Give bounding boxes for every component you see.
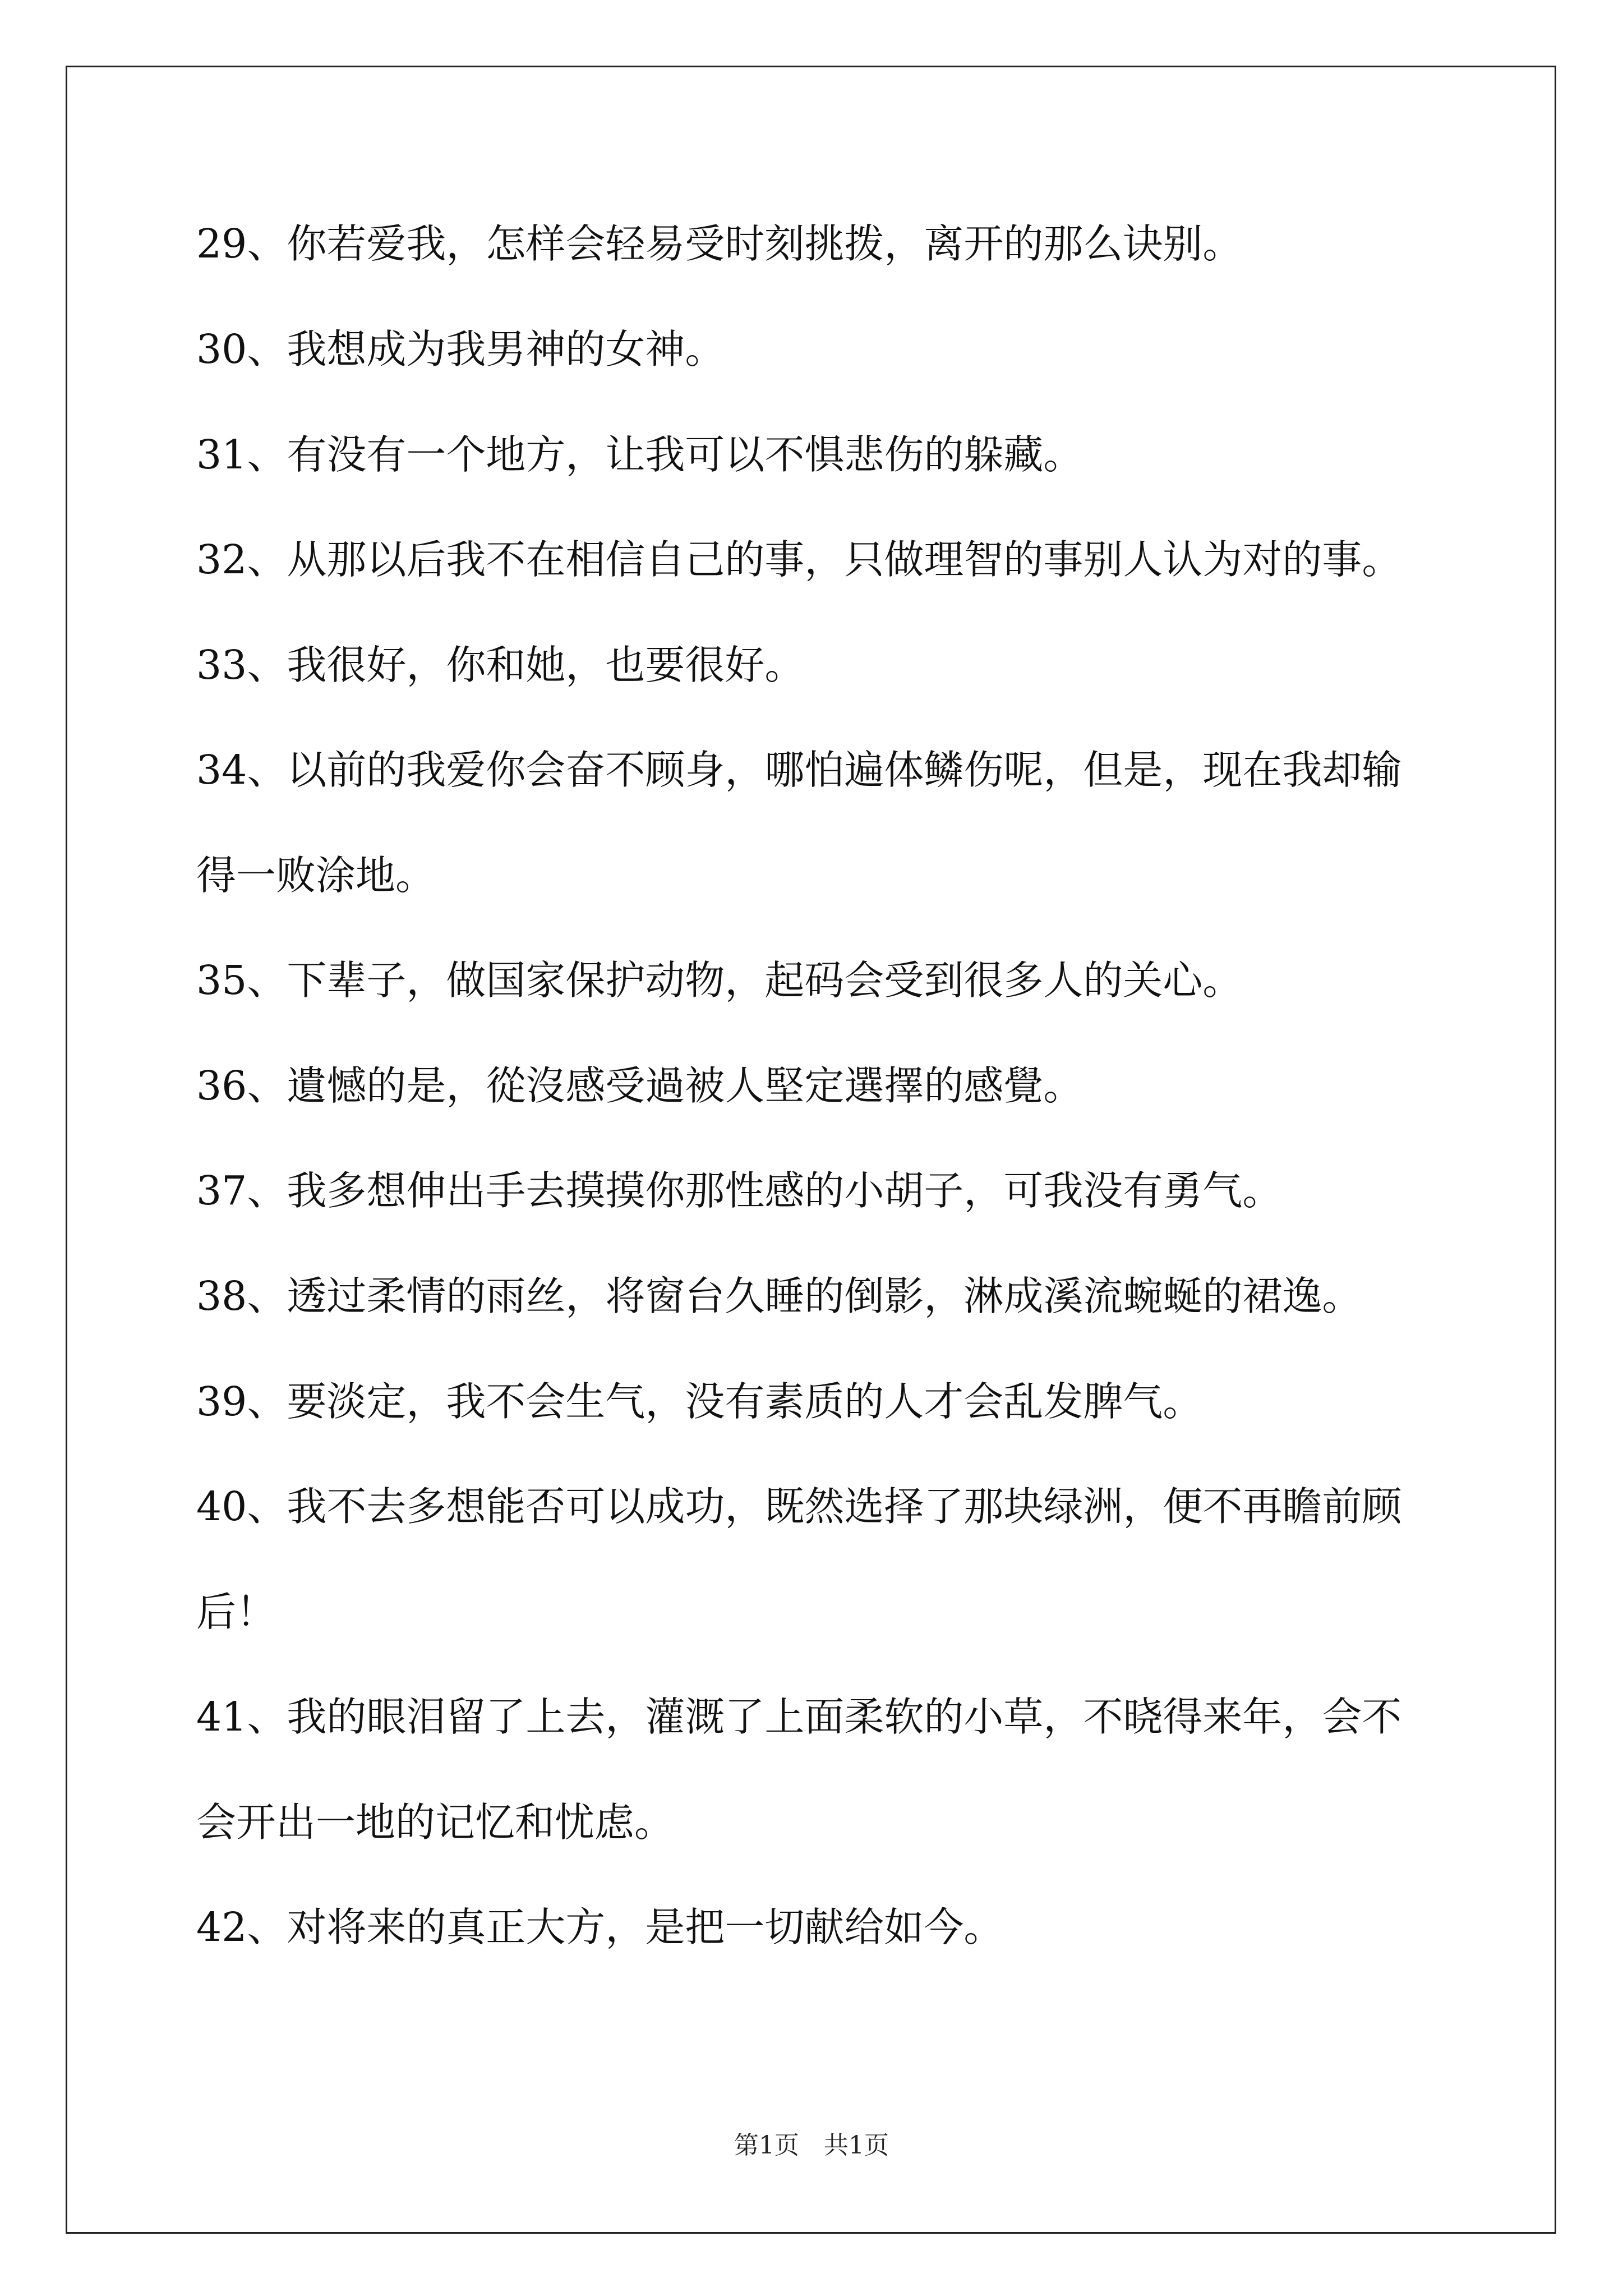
text-line: 32、从那以后我不在相信自己的事，只做理智的事别人认为对的事。 (196, 536, 1402, 583)
text-line: 29、你若爱我，怎样会轻易受时刻挑拨，离开的那么诀别。 (196, 220, 1243, 267)
text-line: 35、下辈子，做国家保护动物，起码会受到很多人的关心。 (196, 957, 1243, 1004)
text-line: 后！ (196, 1589, 276, 1635)
text-line: 30、我想成为我男神的女神。 (196, 326, 725, 372)
text-line: 41、我的眼泪留了上去，灌溉了上面柔软的小草，不晓得来年，会不 (196, 1694, 1402, 1740)
text-line: 34、以前的我爱你会奋不顾身，哪怕遍体鳞伤呢，但是，现在我却输 (196, 747, 1402, 793)
text-line: 31、有没有一个地方，让我可以不惧悲伤的躲藏。 (196, 431, 1083, 478)
text-line: 42、对将来的真正大方，是把一切献给如今。 (196, 1904, 1004, 1950)
text-line: 38、透过柔情的雨丝，将窗台久睡的倒影，淋成溪流蜿蜒的裙逸。 (196, 1273, 1362, 1319)
text-line: 33、我很好，你和她，也要很好。 (196, 642, 805, 688)
text-line: 36、遺憾的是，從沒感受過被人堅定選擇的感覺。 (196, 1062, 1083, 1109)
text-line: 37、我多想伸出手去摸摸你那性感的小胡子，可我没有勇气。 (196, 1167, 1283, 1214)
text-line: 40、我不去多想能否可以成功，既然选择了那块绿洲，便不再瞻前顾 (196, 1483, 1402, 1530)
text-line: 得一败涂地。 (196, 852, 436, 899)
page-number-footer: 第1页 共1页 (734, 2131, 889, 2160)
text-line: 39、要淡定，我不会生气，没有素质的人才会乱发脾气。 (196, 1378, 1203, 1425)
text-line: 会开出一地的记忆和忧虑。 (196, 1799, 675, 1846)
